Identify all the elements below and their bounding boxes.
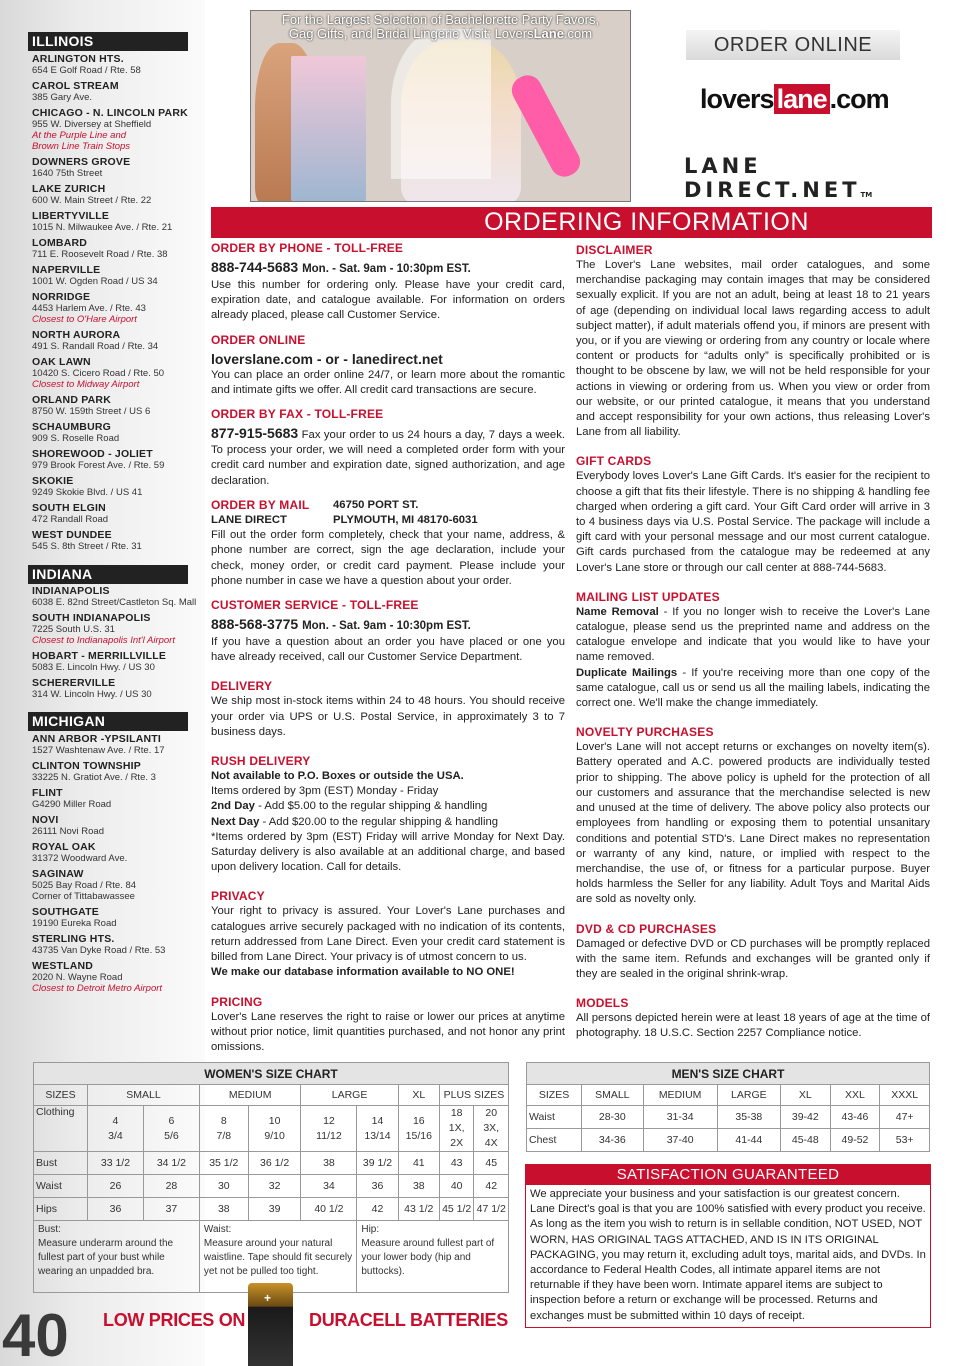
store-entry[interactable] [32,677,202,700]
store-name: SOUTH ELGIN [32,502,106,514]
table-cell: 41 [398,1152,439,1175]
store-name: SHOREWOOD - JOLIET [32,448,153,460]
table-cell: 39 [248,1198,301,1221]
store-entry[interactable] [32,264,202,287]
clothing-size-alt: 3/4 [108,1129,123,1142]
store-address: 31372 Woodward Ave. [32,853,128,864]
table-cell: 53+ [880,1129,930,1152]
store-name: SAGINAW [32,868,84,880]
table-header-cell: SMALL [582,1085,643,1106]
table-cell: 47 1/2 [474,1198,509,1221]
rush-body: *Items ordered by 3pm (EST) Friday will arrive Monday for Next Day. Saturday delivery is also available at an additional charge, and based upon delivery location. Call for details. [211,830,565,874]
store-entry[interactable] [32,502,202,525]
measure-note-title: Waist: [203,1224,232,1235]
table-cell: 31-34 [643,1106,717,1129]
table-cell: 34 1/2 [143,1152,199,1175]
store-name: ORLAND PARK [32,394,112,406]
measure-note-body: Measure underarm around the fullest part of your bust while wearing an unpadded bra. [38,1238,174,1277]
privacy-body: Your right to privacy is assured. Your Lover's Lane purchases and catalogues arrive securely packaged with no indication of its contents, return addressed from Lane Direct. Even your credit card statement is billed from Lane Direct. Your privacy is of utmost concern to us. [211,905,565,964]
store-address: 491 S. Randall Road / Rte. 34 [32,341,159,352]
table-cell: 34 [301,1175,357,1198]
game-box [291,56,366,201]
notes-row [34,1221,509,1293]
privacy-heading: PRIVACY [211,889,265,904]
store-address: 385 Gary Ave. [32,92,93,103]
store-name: INDIANAPOLIS [32,585,110,597]
table-cell: 43 [439,1152,474,1175]
table-cell [357,1106,398,1152]
rush-line-3: Next Day - Add $20.00 to the regular shipping & handling [211,815,499,828]
table-header-row [527,1085,930,1106]
row-label: Waist [527,1106,582,1129]
table-cell: 34-36 [582,1129,643,1152]
store-entry[interactable] [32,156,202,179]
duplicate-mailings: Duplicate Mailings - If you're receiving more than one copy of the same catalogue, call us or send us all the mailing labels, indicating the correct one. We'll make the change immediately. [576,666,930,710]
store-address: 979 Brook Forest Ave. / Rte. 59 [32,460,165,471]
store-name: HOBART - MERRILLVILLE [32,650,167,662]
table-cell: 37 [143,1198,199,1221]
table-cell: 47+ [880,1106,930,1129]
clothing-size-alt: 13/14 [364,1129,391,1142]
duracell-text: DURACELL BATTERIES [309,1310,508,1330]
row-label: Clothing [34,1106,88,1152]
store-entry[interactable] [32,787,202,810]
online-sites[interactable]: loverslane.com - or - lanedirect.net [211,350,443,367]
store-name: DOWNERS GROVE [32,156,131,168]
store-entry[interactable] [32,448,202,471]
gift-cards-heading: GIFT CARDS [576,454,652,469]
illinois-store-list [32,53,202,556]
page-number: 40 [2,1302,69,1366]
table-cell: 38 [199,1198,248,1221]
store-address: 314 W. Lincoln Hwy. / US 30 [32,689,152,700]
table-header-cell: LARGE [717,1085,780,1106]
store-entry[interactable] [32,183,202,206]
store-address: 711 E. Roosevelt Road / Rte. 38 [32,249,168,260]
pricing-body: Lover's Lane reserves the right to raise or lower our prices at anytime without prior notice, limit quantities purchased, and not honor any print omissions. [211,1010,565,1053]
clothing-size: 8 [220,1114,227,1127]
table-cell: 36 1/2 [248,1152,301,1175]
store-name: CHICAGO - N. LINCOLN PARK [32,107,188,119]
store-name: SKOKIE [32,475,74,487]
michigan-heading: MICHIGAN [28,712,188,731]
measure-note [34,1221,200,1293]
store-address: G4290 Miller Road [32,799,112,810]
measure-note-title: Bust: [38,1224,61,1235]
store-entry[interactable] [32,650,202,673]
table-row [527,1106,930,1129]
store-address: 5083 E. Lincoln Hwy. / US 30 [32,662,155,673]
measure-note-title: Hip: [361,1224,380,1235]
table-cell: 38 [398,1175,439,1198]
store-entry[interactable] [32,394,202,417]
row-label: Waist [34,1175,88,1198]
measure-note [199,1221,356,1293]
store-entry[interactable] [32,841,202,864]
lanedirect-logo[interactable]: LANE DIRECT.NETTM [684,154,873,202]
table-header-cell: SIZES [527,1085,582,1106]
store-note: Closest to Midway Airport [32,379,140,390]
store-address: 1527 Washtenaw Ave. / Rte. 17 [32,745,165,756]
rush-delivery-heading: RUSH DELIVERY [211,754,311,769]
disclaimer-heading: DISCLAIMER [576,243,653,257]
measure-note [357,1221,509,1293]
store-entry[interactable] [32,356,202,390]
store-address: 654 E Golf Road / Rte. 58 [32,65,141,76]
satisfaction-guaranteed-box [525,1164,931,1328]
table-cell: 36 [357,1175,398,1198]
table-header-cell: LARGE [301,1085,398,1106]
table-header-cell: MEDIUM [643,1085,717,1106]
table-header-row [34,1085,509,1106]
store-name: CLINTON TOWNSHIP [32,760,141,772]
store-name: STERLING HTS. [32,933,115,945]
store-name: NORRIDGE [32,291,91,303]
womens-size-chart [33,1062,509,1293]
store-entry[interactable] [32,585,202,608]
clothing-size: 6 [168,1114,175,1127]
banner-text: For the Largest Selection of Bachelorette Party Favors, Gag Gifts, and Bridal Lingerie Visit: LoversLane.com [281,12,600,41]
table-cell [439,1106,474,1152]
store-entry[interactable] [32,80,202,103]
store-address: 2020 N. Wayne Road [32,972,123,983]
table-cell [301,1106,357,1152]
table-header-cell: XXL [830,1085,880,1106]
table-cell [143,1106,199,1152]
table-cell: 45 1/2 [439,1198,474,1221]
store-address: 6038 E. 82nd Street/Castleton Sq. Mall [32,597,197,608]
table-cell: 43-46 [830,1106,880,1129]
table-cell: 49-52 [830,1129,880,1152]
row-label: Bust [34,1152,88,1175]
store-name: LIBERTYVILLE [32,210,110,222]
store-address: 472 Randall Road [32,514,109,525]
table-cell: 33 1/2 [88,1152,144,1175]
table-cell: 26 [88,1175,144,1198]
online-heading: ORDER ONLINE [211,332,306,347]
store-address: 7225 South U.S. 31 [32,624,115,635]
store-note: Closest to Detroit Metro Airport [32,983,163,994]
store-entry[interactable] [32,210,202,233]
store-entry[interactable] [32,868,202,902]
measure-note-body: Measure around your natural waistline. Tape should fit securely yet not be pulled too tight. [203,1238,353,1277]
clothing-size-alt: 9/10 [264,1129,285,1142]
gift-cards-body: Everybody loves Lover's Lane Gift Cards. It's easier for the recipient to choose a gift that fits their lifestyle. There is no shipping & handling fee charged when ordering a gift card. Your Gift Card order will arrive in 3 to 4 business days via U.S. Postal Service. The package will include a gift card with your personal message and our most current catalogue. Gift cards purchased from the catalogue may be redeemed at any Lover's Lane store or through our call center at 888-744-5683. [576,470,930,574]
row-label: Hips [34,1198,88,1221]
ordering-left-column [211,241,565,1055]
store-entry[interactable] [32,760,202,783]
customer-service-number: 888-568-3775 Mon. - Sat. 9am - 10:30pm EST. [211,616,471,633]
table-cell [88,1106,144,1152]
store-entry[interactable] [32,421,202,444]
novelty-body: Lover's Lane will not accept returns or exchanges on novelty item(s). Battery operated and A.C. powered products are individually tested prior to shipping. The above policy is upheld for the protection of all our customers and assurance that the merchandise selected is new and unused at the time of delivery. The above policy also protects our employees from handling or exposing them to potential unsanitary conditions and potential STD's. Lane Direct makes no representation or warranty of any kind, nature, or implied with respect to the merchandise, the use of, or fitness for a particular purpose. Buyer holds harmless the Seller for any liability. Adult Toys and Marital Aids are sold as novelty only. [576,741,930,906]
store-entry[interactable] [32,107,202,152]
store-address: 9249 Skokie Blvd. / US 41 [32,487,143,498]
mens-size-chart [526,1062,930,1152]
store-note-2: Brown Line Train Stops [32,141,131,152]
table-cell: 45-48 [780,1129,830,1152]
store-name: WESTLAND [32,960,94,972]
table-cell: 45 [474,1152,509,1175]
table-cell: 32 [248,1175,301,1198]
mail-body: Fill out the order form completely, check that your name, address, & phone number are correct, sign the age declaration, include your check, money order, or credit card payment. Please include your phone number in case we have a question about your order. [211,529,565,587]
table-cell: 28-30 [582,1106,643,1129]
privacy-bold: We make our database information available to NO ONE! [211,966,515,979]
table-header-cell: SMALL [88,1085,200,1106]
store-entry[interactable] [32,814,202,837]
store-name: SCHAUMBURG [32,421,111,433]
store-name: WEST DUNDEE [32,529,112,541]
table-cell [474,1106,509,1152]
fax-number: 877-915-5683 [211,425,299,442]
table-row [34,1106,509,1152]
delivery-body: We ship most in-stock items within 24 to 48 hours. You should receive your order via UPS or U.S. Postal Service, in approximately 3 to 7 business days. [211,695,565,738]
mailing-list-heading: MAILING LIST UPDATES [576,589,720,604]
table-header-cell: PLUS SIZES [439,1085,508,1106]
store-address: 43735 Van Dyke Road / Rte. 53 [32,945,166,956]
womens-size-title: WOMEN'S SIZE CHART [34,1063,509,1085]
low-prices-text: LOW PRICES ON [103,1310,246,1330]
table-cell: 35 1/2 [199,1152,248,1175]
table-cell: 41-44 [717,1129,780,1152]
table-cell [199,1106,248,1152]
store-address: 1001 W. Ogden Road / US 34 [32,276,158,287]
store-name: ARLINGTON HTS. [32,53,124,65]
michigan-store-list [32,733,202,998]
store-entry[interactable] [32,529,202,552]
satisfaction-heading: SATISFACTION GUARANTEED [526,1165,930,1185]
clothing-size: 20 [485,1107,498,1119]
store-entry[interactable] [32,906,202,929]
table-cell: 43 1/2 [398,1198,439,1221]
store-note: Closest to Indianapolis Int'l Airport [32,635,175,646]
store-name: SOUTH INDIANAPOLIS [32,612,151,624]
clothing-size: 16 [412,1114,425,1127]
mail-name: LANE DIRECT [211,513,287,526]
row-label: Chest [527,1129,582,1152]
veil-shape [391,29,491,179]
store-address: 600 W. Main Street / Rte. 22 [32,195,152,206]
store-address: 8750 W. 159th Street / US 6 [32,406,151,417]
ordering-right-column [576,243,930,1042]
table-header-cell: XL [398,1085,439,1106]
clothing-size: 18 [450,1107,463,1119]
online-body: You can place an order online 24/7, or learn more about the romantic and intimate gifts we offer. All credit card transactions are secure. [211,368,565,396]
table-row [34,1175,509,1198]
rush-line-2: 2nd Day - Add $5.00 to the regular shipping & handling [211,800,488,813]
store-name: NORTH AURORA [32,329,121,341]
store-address: 4453 Harlem Ave. / Rte. 43 [32,303,146,314]
table-cell: 40 1/2 [301,1198,357,1221]
rush-line-1: Items ordered by 3pm (EST) Monday - Friday [211,785,439,798]
clothing-size-alt: 7/8 [216,1129,232,1142]
store-address: 5025 Bay Road / Rte. 84 [32,880,137,891]
order-online-title: ORDER ONLINE [686,30,900,60]
store-address: 19190 Eureka Road [32,918,117,929]
table-header-cell: XXXL [880,1085,930,1106]
fax-body-wrap: 877-915-5683 Fax your order to us 24 hours a day, 7 days a week. To process your order, we will need a completed order form with your credit card number and expiration date, signed authorization, and age declaration. [211,425,566,487]
store-name: SCHERERVILLE [32,677,116,689]
phone-heading: ORDER BY PHONE - TOLL-FREE [211,241,404,255]
store-address: 1015 N. Milwaukee Ave. / Rte. 21 [32,222,173,233]
delivery-heading: DELIVERY [211,679,273,694]
store-entry[interactable] [32,733,202,756]
store-name: NAPERVILLE [32,264,101,276]
novelty-heading: NOVELTY PURCHASES [576,725,714,740]
dvd-body: Damaged or defective DVD or CD purchases will be promptly replaced with the same item. Refunds and exchanges will be granted only if they are sealed in the original shrink-wrap. [576,937,930,980]
name-removal: Name Removal - If you no longer wish to receive the Lover's Lane catalogue, please send us the preprinted name and address on the catalogue envelope and indicate that you would like to have your name removed. [576,605,930,664]
mail-address-1: 46750 PORT ST. [333,498,419,511]
table-header-cell: SIZES [34,1085,88,1106]
store-note: Closest to O'Hare Airport [32,314,137,325]
mens-size-title: MEN'S SIZE CHART [527,1063,930,1085]
store-name: ROYAL OAK [32,841,96,853]
ordering-information-header: ORDERING INFORMATION [211,207,932,238]
store-address: 545 S. 8th Street / Rte. 31 [32,541,142,552]
store-name: LOMBARD [32,237,88,249]
clothing-size: 12 [323,1114,335,1127]
battery-icon: + [248,1283,293,1366]
phone-number: 888-744-5683 Mon. - Sat. 9am - 10:30pm EST. [211,259,471,275]
fax-heading: ORDER BY FAX - TOLL-FREE [211,407,384,422]
store-name: LAKE ZURICH [32,183,106,195]
table-cell: 39 1/2 [357,1152,398,1175]
store-name: SOUTHGATE [32,906,99,918]
phone-body: Use this number for ordering only. Please have your credit card, expiration date, and catalogue available. For information on orders already placed, please call Customer Service. [211,279,565,322]
mail-address-2: PLYMOUTH, MI 48170-6031 [333,514,478,527]
store-address: 955 W. Diversey at Sheffield [32,119,152,130]
customer-service-heading: CUSTOMER SERVICE - TOLL-FREE [211,598,419,613]
mail-heading: ORDER BY MAIL [211,497,310,512]
bachelorette-banner[interactable] [250,10,631,202]
table-row [34,1198,509,1221]
table-cell: 39-42 [780,1106,830,1129]
table-cell: 36 [88,1198,144,1221]
table-header-cell: MEDIUM [199,1085,301,1106]
store-entry[interactable] [32,612,202,646]
clothing-size: 14 [371,1114,384,1127]
table-cell: 42 [474,1175,509,1198]
store-name: ANN ARBOR -YPSILANTI [32,733,162,745]
store-name: CAROL STREAM [32,80,119,92]
table-cell: 42 [357,1198,398,1221]
clothing-size-alt: 11/12 [316,1129,342,1142]
indiana-heading: INDIANA [28,565,188,584]
clothing-size-alt: 15/16 [405,1129,432,1142]
store-address: 26111 Novi Road [32,826,105,837]
store-name: OAK LAWN [32,356,91,368]
store-address: 10420 S. Cicero Road / Rte. 50 [32,368,165,379]
table-cell: 38 [301,1152,357,1175]
table-cell [398,1106,439,1152]
table-row [527,1129,930,1152]
models-heading: MODELS [576,996,629,1011]
disclaimer-body: The Lover's Lane websites, mail order catalogues, and some merchandise packaging may contain images that may be considered sexually explicit. If you are not an adult, being at least 18 to 21 years of age (depending on individual local laws regarding access to adult subject matter), if adult materials offend you, if minors are present with you, or if you are viewing or ordering from any country or locale where content or products for “adults only” is specifically prohibited or is thought to be obscene by law, we will not be held responsible for your actions in viewing or ordering from us. When you view or order from our website, or our printed catalogue, it means that you understand and accept responsibility for your own actions, thus releasing Lover's Lane from all liability. [576,259,930,439]
store-entry[interactable] [32,291,202,325]
table-cell: 40 [439,1175,474,1198]
mail-block [211,498,565,528]
table-cell: 35-38 [717,1106,780,1129]
store-entry[interactable] [32,475,202,498]
clothing-size: 4 [112,1114,119,1127]
clothing-size: 10 [268,1114,281,1127]
store-entry[interactable] [32,237,202,260]
store-address: 1640 75th Street [32,168,103,179]
clothing-size-alt: 1X, 2X [448,1122,465,1149]
table-cell [248,1106,301,1152]
dvd-heading: DVD & CD PURCHASES [576,921,717,936]
store-name: NOVI [32,814,59,826]
store-address: 909 S. Roselle Road [32,433,120,444]
store-name: FLINT [32,787,63,799]
table-row [34,1152,509,1175]
table-cell: 30 [199,1175,248,1198]
store-address: 33225 N. Gratiot Ave. / Rte. 3 [32,772,156,783]
satisfaction-body: We appreciate your business and your satisfaction is our greatest concern. Lane Direct's goal is that you are 100% satisfied with every product you receive. As long as the item you wish to return is in sellable condition, NOT USED, NOT WORN, HAS ORIGINAL TAGS ATTACHED, AND IS IN ITS ORIGINAL PACKAGING, you may return it, excluding adult toys, marital aids, and DVDs. In accordance to Federal Health Codes, all intimate apparel items are not returnable if they have been worn. Intimate apparel items are subject to inspection before a return or exchange will be processed. Returns and exchanges must be submitted within 10 days of receipt. [530,1188,926,1322]
store-entry[interactable] [32,53,202,76]
store-note: At the Purple Line and [32,130,127,141]
models-body: All persons depicted herein were at least 18 years of age at the time of photography. 18 U.S.C. Section 2257 Compliance notice. [576,1012,930,1040]
loverslane-logo[interactable]: lovers lane .com [700,84,889,114]
illinois-heading: ILLINOIS [28,32,188,51]
store-entry[interactable] [32,329,202,352]
customer-service-body: If you have a question about an order you have placed or one you have already received, call our Customer Service Department. [211,636,565,664]
table-header-cell: XL [780,1085,830,1106]
store-address-2: Corner of Tittabawassee [32,891,135,902]
pricing-heading: PRICING [211,994,263,1009]
clothing-size-alt: 5/6 [164,1129,179,1142]
clothing-size-alt: 3X, 4X [483,1122,500,1149]
rush-note: Not available to P.O. Boxes or outside the USA. [211,770,464,783]
indiana-store-list [32,585,202,704]
table-cell: 28 [143,1175,199,1198]
measure-note-body: Measure around fullest part of your lower body (hip and buttocks). [361,1238,495,1277]
table-cell: 37-40 [643,1129,717,1152]
store-entry[interactable] [32,960,202,994]
store-entry[interactable] [32,933,202,956]
